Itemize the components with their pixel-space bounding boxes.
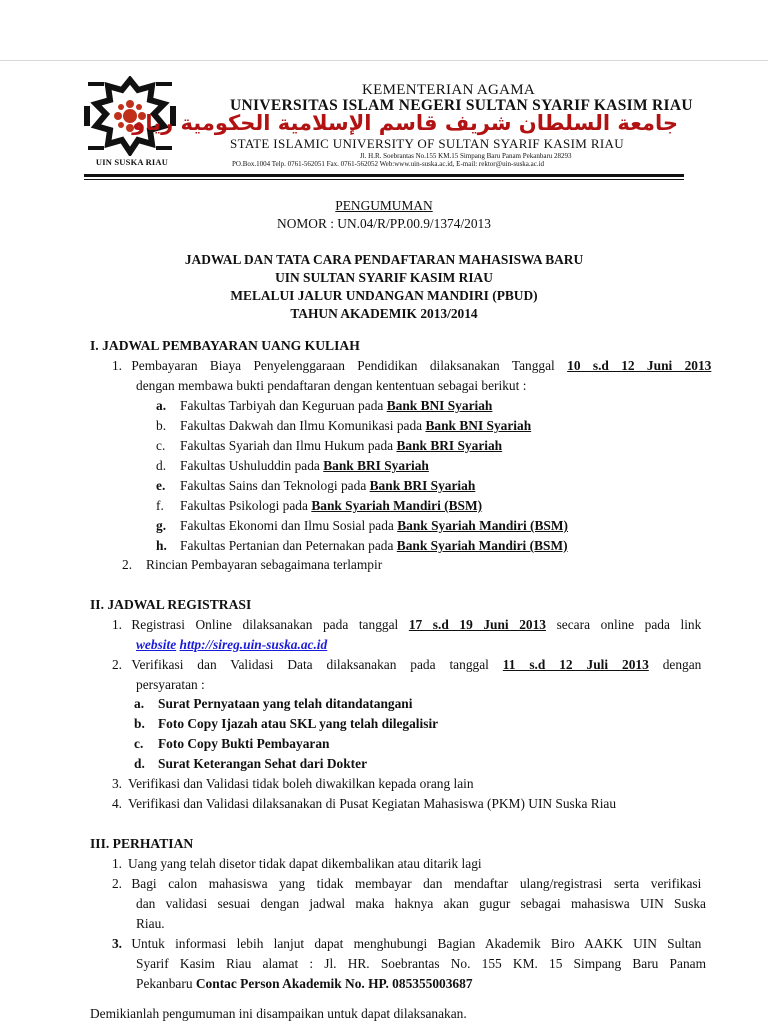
s3-item-3-line-3-pre: Pekanbaru bbox=[136, 976, 193, 991]
s2-item-2-post: dengan bbox=[662, 657, 702, 672]
s2-item-4 bbox=[98, 794, 616, 814]
faculty-item-text: Fakultas Syariah dan Ilmu Hukum pada bbox=[180, 438, 394, 453]
requirement-item-text: Foto Copy Ijazah atau SKL yang telah dilegalisir bbox=[158, 716, 439, 731]
s1-item-2-text: Rincian Pembayaran sebagaimana terlampir bbox=[146, 557, 383, 572]
s2-item-1-link-line bbox=[136, 635, 327, 655]
s2-item-1-post: secara online pada link bbox=[556, 617, 702, 632]
s2-item-2-continuation: persyaratan : bbox=[136, 677, 205, 692]
s2-item-4-number: 4. bbox=[111, 796, 122, 811]
s2-item-1-number: 1. bbox=[111, 617, 122, 632]
faculty-item bbox=[156, 416, 531, 436]
requirement-item-text: Surat Keterangan Sehat dari Dokter bbox=[158, 756, 368, 771]
address-line-1: Jl. H.R. Soebrantas No.155 KM.15 Simpang Baru Panam Pekanbaru 28293 bbox=[360, 152, 572, 160]
faculty-item-bank: Bank BRI Syariah bbox=[396, 438, 503, 453]
university-name-en: STATE ISLAMIC UNIVERSITY OF SULTAN SYARIF KASIM RIAU bbox=[230, 136, 624, 151]
faculty-item-bank: Bank BRI Syariah bbox=[369, 478, 476, 493]
faculty-item-bank: Bank BRI Syariah bbox=[323, 458, 429, 473]
requirement-item bbox=[134, 754, 367, 774]
title-line-3: MELALUI JALUR UNDANGAN MANDIRI (PBUD) bbox=[230, 288, 538, 303]
requirement-item-text: Surat Pernyataan yang telah ditandatangani bbox=[158, 696, 413, 711]
letterhead-rule-thick bbox=[84, 174, 684, 177]
address-line-2: PO.Box.1004 Telp. 0761-562051 Fax. 0761-562052 Web:www.uin-suska.ac.id, E-mail: rektor@uin-suska.ac.id bbox=[232, 160, 545, 168]
faculty-item-bank: Bank Syariah Mandiri (BSM) bbox=[396, 538, 568, 553]
faculty-item bbox=[156, 516, 568, 536]
requirement-item bbox=[134, 694, 412, 714]
requirement-item-letter: d. bbox=[134, 756, 145, 771]
s1-item-1-continuation: dengan membawa bukti pendaftaran dengan kententuan sebagai berikut : bbox=[136, 378, 527, 393]
faculty-item-bank: Bank Syariah Mandiri (BSM) bbox=[397, 518, 568, 533]
registration-link-word[interactable]: website bbox=[136, 637, 177, 652]
requirement-item bbox=[134, 714, 438, 734]
s1-item-1-date: 10 s.d 12 Juni 2013 bbox=[567, 358, 712, 373]
faculty-item-bank: Bank BNI Syariah bbox=[425, 418, 532, 433]
requirement-item-letter: a. bbox=[134, 696, 145, 711]
faculty-item-letter: a. bbox=[156, 398, 167, 413]
s3-item-3-line-2: Syarif Kasim Riau alamat : Jl. HR. Soebrantas No. 155 KM. 15 Simpang Baru Panam bbox=[136, 956, 706, 971]
faculty-item-text: Fakultas Dakwah dan Ilmu Komunikasi pada bbox=[180, 418, 423, 433]
university-name-ar: جامعة السلطان شريف قاسم الإسلامية الحكومية رياو bbox=[132, 111, 678, 135]
s3-item-2-line-1: Bagi calon mahasiswa yang tidak membayar dan mendaftar ulang/registrasi serta verifikasi bbox=[131, 876, 702, 891]
s1-item-2-number: 2. bbox=[122, 557, 133, 572]
s2-item-2-date: 11 s.d 12 Juli 2013 bbox=[502, 657, 649, 672]
faculty-item-text: Fakultas Tarbiyah dan Keguruan pada bbox=[180, 398, 384, 413]
s2-item-2-line bbox=[131, 655, 701, 675]
university-name-id: UNIVERSITAS ISLAM NEGERI SULTAN SYARIF KASIM RIAU bbox=[230, 97, 693, 114]
requirement-item-letter: b. bbox=[134, 716, 145, 731]
s3-item-3-line-1: Untuk informasi lebih lanjut dapat menghubungi Bagian Akademik Biro AAKK UIN Sultan bbox=[131, 936, 702, 951]
s1-item-1-text: Pembayaran Biaya Penyelenggaraan Pendidikan dilaksanakan Tanggal bbox=[131, 358, 555, 373]
s1-item-2 bbox=[122, 555, 382, 575]
s3-item-2-line-2: dan validasi sesuai dengan jadwal maka haknya akan gugur sebagai mahasiswa UIN Suska bbox=[136, 896, 706, 911]
requirement-item-letter: c. bbox=[134, 736, 144, 751]
section-2-heading: II. JADWAL REGISTRASI bbox=[90, 597, 252, 612]
s3-item-3-line-3 bbox=[136, 974, 473, 994]
faculty-item-letter: e. bbox=[156, 478, 166, 493]
faculty-item-text: Fakultas Ekonomi dan Ilmu Sosial pada bbox=[180, 518, 394, 533]
s1-item-1 bbox=[98, 356, 711, 376]
closing-sentence: Demikianlah pengumuman ini disampaikan untuk dapat dilaksanakan. bbox=[90, 1006, 467, 1021]
s2-item-2-pre: Verifikasi dan Validasi Data dilaksanakan pada tanggal bbox=[131, 657, 489, 672]
announcement-number: NOMOR : UN.04/R/PP.00.9/1374/2013 bbox=[277, 216, 491, 231]
ministry-name: KEMENTERIAN AGAMA bbox=[362, 82, 536, 98]
s2-item-2-number: 2. bbox=[111, 657, 122, 672]
registration-link-url[interactable]: http://sireg.uin-suska.ac.id bbox=[179, 637, 328, 652]
title-line-2: UIN SULTAN SYARIF KASIM RIAU bbox=[275, 270, 493, 285]
s2-item-4-text: Verifikasi dan Validasi dilaksanakan di Pusat Kegiatan Mahasiswa (PKM) UIN Suska Riau bbox=[128, 796, 617, 811]
s3-item-3-number: 3. bbox=[111, 936, 122, 951]
faculty-item-letter: c. bbox=[156, 438, 166, 453]
faculty-item bbox=[156, 396, 492, 416]
s3-item-1-number: 1. bbox=[111, 856, 122, 871]
requirement-item bbox=[134, 734, 329, 754]
s2-item-3-text: Verifikasi dan Validasi tidak boleh diwakilkan kepada orang lain bbox=[128, 776, 474, 791]
title-line-4: TAHUN AKADEMIK 2013/2014 bbox=[290, 306, 478, 321]
faculty-item-text: Fakultas Ushuluddin pada bbox=[180, 458, 320, 473]
faculty-item-text: Fakultas Psikologi pada bbox=[180, 498, 308, 513]
s2-item-3 bbox=[98, 774, 474, 794]
s1-item-1-number: 1. bbox=[111, 358, 122, 373]
s2-item-3-number: 3. bbox=[111, 776, 122, 791]
faculty-item bbox=[156, 456, 429, 476]
s3-item-1-text: Uang yang telah disetor tidak dapat dikembalikan atau ditarik lagi bbox=[128, 856, 482, 871]
page-top-border bbox=[0, 60, 768, 61]
s3-item-2-number: 2. bbox=[111, 876, 122, 891]
s2-item-1-pre: Registrasi Online dilaksanakan pada tanggal bbox=[131, 617, 399, 632]
faculty-item-bank: Bank BNI Syariah bbox=[386, 398, 493, 413]
faculty-item bbox=[156, 536, 568, 556]
faculty-item bbox=[156, 436, 502, 456]
s2-item-1-date: 17 s.d 19 Juni 2013 bbox=[408, 617, 546, 632]
section-1-heading: I. JADWAL PEMBAYARAN UANG KULIAH bbox=[90, 338, 360, 353]
announcement-label: PENGUMUMAN bbox=[335, 198, 433, 213]
faculty-item-letter: d. bbox=[156, 458, 167, 473]
faculty-item-letter: g. bbox=[156, 518, 167, 533]
s3-item-1 bbox=[98, 854, 482, 874]
faculty-item bbox=[156, 476, 475, 496]
section-3-heading: III. PERHATIAN bbox=[90, 836, 194, 851]
s3-item-2-line-3: Riau. bbox=[136, 916, 165, 931]
logo-caption: UIN SUSKA RIAU bbox=[95, 157, 169, 167]
s2-item-1-line bbox=[131, 615, 701, 635]
faculty-item-text: Fakultas Sains dan Teknologi pada bbox=[180, 478, 367, 493]
s3-item-3 bbox=[98, 934, 701, 954]
contact-person: Contac Person Akademik No. HP. 085355003687 bbox=[195, 976, 473, 991]
faculty-item bbox=[156, 496, 482, 516]
letterhead-rule-thin bbox=[84, 179, 684, 180]
s2-item-1 bbox=[98, 615, 701, 635]
s3-item-2 bbox=[98, 874, 701, 894]
faculty-item-letter: f. bbox=[156, 498, 164, 513]
s1-item-1-line bbox=[131, 356, 711, 376]
title-line-1: JADWAL DAN TATA CARA PENDAFTARAN MAHASISWA BARU bbox=[184, 252, 584, 267]
requirement-item-text: Foto Copy Bukti Pembayaran bbox=[158, 736, 330, 751]
faculty-item-bank: Bank Syariah Mandiri (BSM) bbox=[311, 498, 483, 513]
faculty-item-letter: h. bbox=[156, 538, 167, 553]
s2-item-2 bbox=[98, 655, 701, 675]
faculty-item-letter: b. bbox=[156, 418, 167, 433]
faculty-item-text: Fakultas Pertanian dan Peternakan pada bbox=[180, 538, 394, 553]
